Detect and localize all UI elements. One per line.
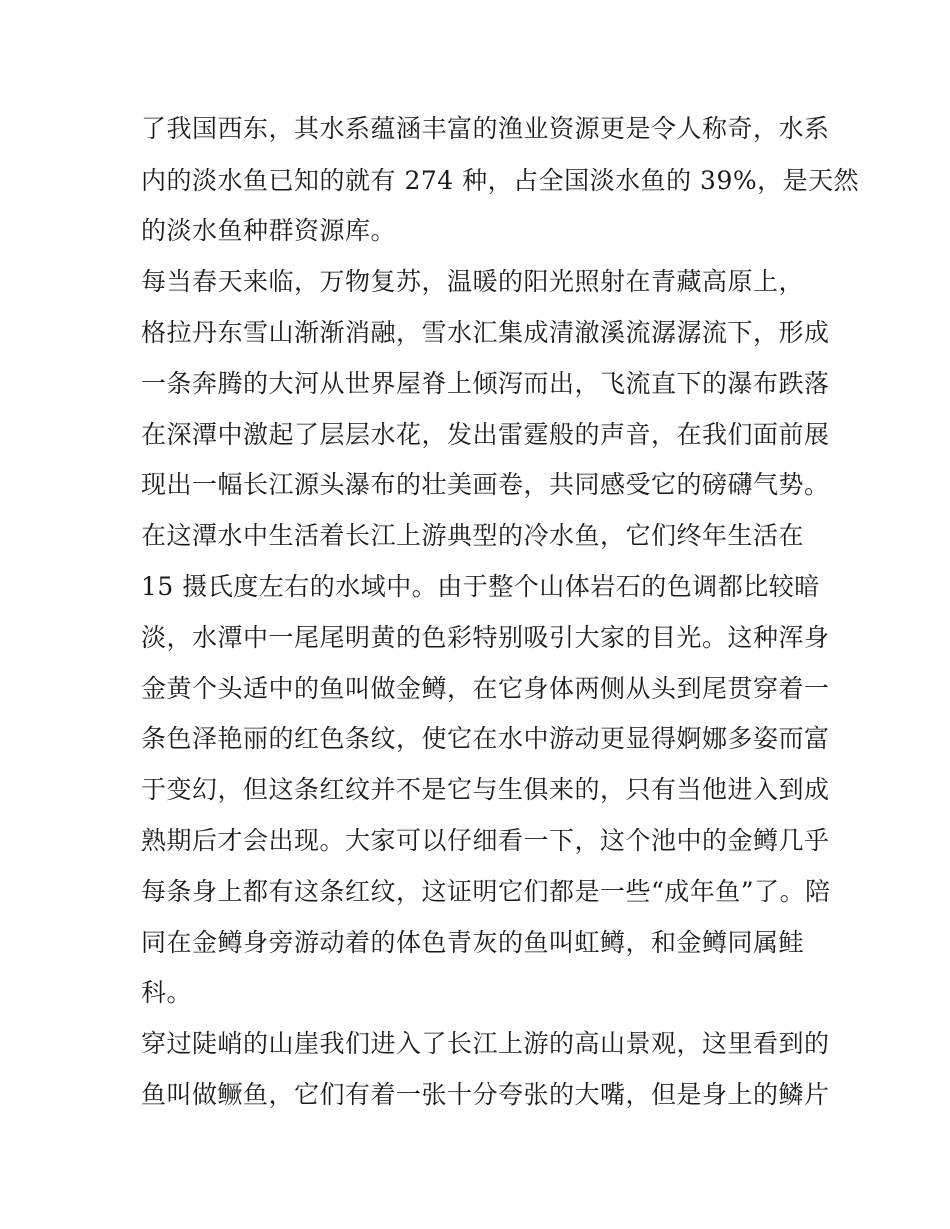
text-line: 15 摄氏度左右的水域中。由于整个山体岩石的色调都比较暗 — [141, 572, 820, 601]
text-line: 的淡水鱼种群资源库。 — [141, 216, 397, 245]
text-line: 鱼叫做鳜鱼，它们有着一张十分夸张的大嘴，但是身上的鳞片 — [141, 1080, 830, 1109]
text-line: 熟期后才会出现。大家可以仔细看一下，这个池中的金鳟几乎 — [141, 826, 830, 855]
text-line: 在这潭水中生活着长江上游典型的冷水鱼，它们终年生活在 — [141, 521, 805, 550]
text-line: 每当春天来临，万物复苏，温暖的阳光照射在青藏高原上， — [141, 267, 805, 296]
text-line: 淡，水潭中一尾尾明黄的色彩特别吸引大家的目光。这种浑身 — [141, 623, 830, 652]
text-line: 同在金鳟身旁游动着的体色青灰的鱼叫虹鳟，和金鳟同属鲑 — [141, 928, 805, 957]
text-line: 金黄个头适中的鱼叫做金鳟，在它身体两侧从头到尾贯穿着一 — [141, 674, 830, 703]
text-line: 现出一幅长江源头瀑布的壮美画卷，共同感受它的磅礴气势。 — [141, 470, 830, 499]
text-line: 一条奔腾的大河从世界屋脊上倾泻而出，飞流直下的瀑布跌落 — [141, 369, 830, 398]
text-line: 科。 — [141, 978, 193, 1007]
text-line: 格拉丹东雪山渐渐消融，雪水汇集成清澈溪流潺潺流下，形成 — [141, 318, 830, 347]
text-line: 每条身上都有这条红纹，这证明它们都是一些“成年鱼”了。陪 — [141, 877, 831, 906]
text-line: 了我国西东，其水系蕴涵丰富的渔业资源更是令人称奇，水系 — [141, 114, 830, 143]
text-line: 穿过陡峭的山崖我们进入了长江上游的高山景观，这里看到的 — [141, 1029, 830, 1058]
text-line: 在深潭中激起了层层水花，发出雷霆般的声音，在我们面前展 — [141, 420, 830, 449]
text-line: 于变幻，但这条红纹并不是它与生俱来的，只有当他进入到成 — [141, 775, 830, 804]
text-line: 条色泽艳丽的红色条纹，使它在水中游动更显得婀娜多姿而富 — [141, 724, 830, 753]
text-line: 内的淡水鱼已知的就有 274 种，占全国淡水鱼的 39%，是天然 — [141, 166, 860, 195]
